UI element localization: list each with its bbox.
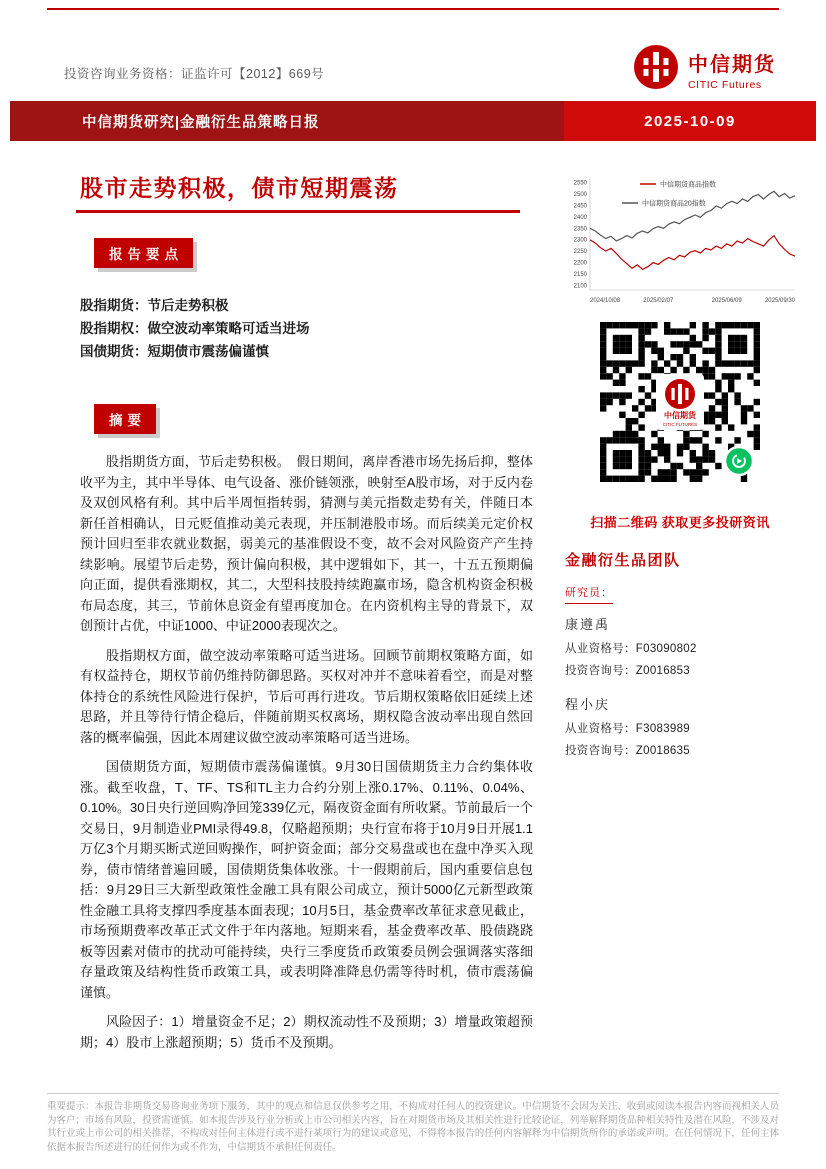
researcher-label: 研究员： xyxy=(565,584,613,604)
svg-text:中信期货商品指数: 中信期货商品指数 xyxy=(660,181,716,189)
svg-text:2025/02/07: 2025/02/07 xyxy=(643,298,674,304)
svg-text:2024/10/08: 2024/10/08 xyxy=(590,298,621,304)
svg-text:2100: 2100 xyxy=(573,283,587,290)
abstract-paragraph: 股指期货方面，节后走势积极。 假日期间，离岸香港市场先扬后抑，整体收平为主，其中半导体、电气设备、涨价链领涨，映射至A股市场，对于反内卷及双创风格有利。其中后半周恒指转弱，猜测与美元指数走势有关，伴随日本新任首相确认，日元贬值推动美元表现，并压制港股市场。而后续美元定价权预计回归至非农就业数据，弱美元的基准假设不变，故不会对风险资产产生持续影响。展望节后走势，预计偏向积极，其中逻辑如下，其一，十五五预期偏向正面，提供看涨期权，其二，大型科技股持续跑赢市场，隐含机构资金积极布局态度，其三，节前休息资金有望再度加仓。在内资机构主导的背景下，双创预计占优，中证1000、中证2000表现次之。 xyxy=(80,454,533,633)
scan-prompt: 扫描二维码 获取更多投研资讯 xyxy=(590,515,770,530)
banner-date: 2025-10-09 xyxy=(564,101,816,141)
researcher-cert: 从业资格号：F3083989 xyxy=(565,723,690,735)
abstract-badge: 摘要 xyxy=(94,404,156,434)
qr-code xyxy=(600,322,760,482)
svg-text:2300: 2300 xyxy=(573,237,587,244)
svg-text:2200: 2200 xyxy=(573,260,587,267)
researcher-list xyxy=(565,602,800,762)
qualification-text: 投资咨询业务资格：证监许可【2012】669号 xyxy=(64,67,325,81)
researcher-name: 康遵禹 xyxy=(565,617,611,632)
svg-text:CITIC FUTURES: CITIC FUTURES xyxy=(662,422,698,427)
report-banner xyxy=(10,101,816,141)
highlight-line: 国债期货：短期债市震荡偏谨慎 xyxy=(80,344,269,359)
svg-text:中信期货商品20指数: 中信期货商品20指数 xyxy=(642,200,706,208)
citic-logo xyxy=(633,44,776,95)
svg-text:2350: 2350 xyxy=(573,226,587,233)
svg-text:中信期货: 中信期货 xyxy=(664,411,696,420)
top-rule xyxy=(47,8,779,10)
title-underline xyxy=(76,210,520,213)
footer-disclaimer: 重要提示：本报告非期货交易咨询业务项下服务，其中的观点和信息仅供参考之用，不构成对任何人的投资建议。中信期货不会因为关注、收到或阅读本报告内容而视相关人员为客户；市场有风险，投资需谨慎。如本报告涉及行业分析或上市公司相关内容，旨在对期货市场及其相关性进行比较论证，列举解释期货品种相关特性及潜在风险，不涉及对其行业或上市公司的相关推荐，不构成对任何主体进行或不进行某项行为的建议或意见，不得将本报告的任何内容解释为中信期货所作的承诺或声明。在任何情况下，任何主体依据本报告所述进行的任何作为或不作为，中信期货不承担任何责任。 xyxy=(47,1101,779,1153)
citic-logo-icon xyxy=(633,44,679,95)
banner-series-title: 中信期货研究|金融衍生品策略日报 xyxy=(10,101,564,141)
svg-text:2450: 2450 xyxy=(573,203,587,210)
citic-logo-text xyxy=(688,48,776,91)
commodity-index-chart xyxy=(560,172,800,306)
report-title: 股市走势积极，债市短期震荡 xyxy=(80,175,399,201)
researcher-cert: 从业资格号：F03090802 xyxy=(565,643,697,655)
abstract-paragraph: 国债期货方面，短期债市震荡偏谨慎。9月30日国债期货主力合约集体收涨。截至收盘，T、TF、TS和TL主力合约分别上涨0.17%、0.11%、0.04%、0.10%。30日央行逆回购净回笼339亿元，隔夜资金面有所收紧。节前最后一个交易日，9月制造业PMI录得49.8，仅略超预期；央行宣布将于10月9日开展1.1万亿3个月期买断式逆回购操作，呵护资金面；部分交易盘或也在盘中净买入现券，债市情绪普遍回暖，国债期货集体收涨。十一假期前后，国内重要信息包括：9月29日三大新型政策性金融工具有限公司成立，预计5000亿元新型政策性金融工具将支撑四季度基本面表现；10月5日，基金费率改革征求意见截止，市场预期费率改革正式文件于年内落地。短期来看，基金费率改革、股债跷跷板等因素对债市的扰动可能持续，央行三季度货币政策委员例会强调落实落细存量政策及结构性货币政策工具，或表明降准降息仍需等待时机，债市震荡偏谨慎。 xyxy=(80,759,533,1000)
svg-text:2500: 2500 xyxy=(573,192,587,198)
svg-text:2025/06/09: 2025/06/09 xyxy=(711,298,742,304)
svg-text:2250: 2250 xyxy=(573,249,587,256)
abstract-paragraph: 股指期权方面，做空波动率策略可适当进场。回顾节前期权策略方面，如有权益持仓，期权节前仍维持防御思路。买权对冲并不意味着看空，而是对整体持仓的系统性风险进行保护，节后可再行进攻。节后期权策略依旧延续上述思路，并且等待行情企稳后，伴随前期买权离场，期权隐含波动率出现自然回落的概率偏强，因此本周建议做空波动率策略可适当进场。 xyxy=(80,647,533,745)
highlights-badge: 报告要点 xyxy=(94,238,193,268)
researcher-cert: 投资咨询号：Z0016853 xyxy=(565,665,690,677)
svg-text:2025/09/30: 2025/09/30 xyxy=(764,298,795,304)
svg-text:2150: 2150 xyxy=(573,272,587,278)
logo-name-en: CITIC Futures xyxy=(688,79,762,91)
researcher-name: 程小庆 xyxy=(565,697,611,712)
svg-text:2400: 2400 xyxy=(573,214,587,221)
footer-rule xyxy=(47,1093,779,1094)
svg-text:2550: 2550 xyxy=(573,180,587,187)
abstract-paragraphs xyxy=(80,452,533,1090)
researcher-cert: 投资咨询号：Z0018635 xyxy=(565,745,690,757)
highlights-list xyxy=(80,294,532,363)
logo-name-cn: 中信期货 xyxy=(688,54,776,76)
highlight-line: 股指期货：节后走势积极 xyxy=(80,298,229,313)
abstract-paragraph: 风险因子：1）增量资金不足；2）期权流动性不及预期；3）增量政策超预期；4）股市上涨超预期；5）货币不及预期。 xyxy=(80,1014,533,1050)
team-name: 金融衍生品团队 xyxy=(565,552,681,569)
highlight-line: 股指期权：做空波动率策略可适当进场 xyxy=(80,321,310,336)
